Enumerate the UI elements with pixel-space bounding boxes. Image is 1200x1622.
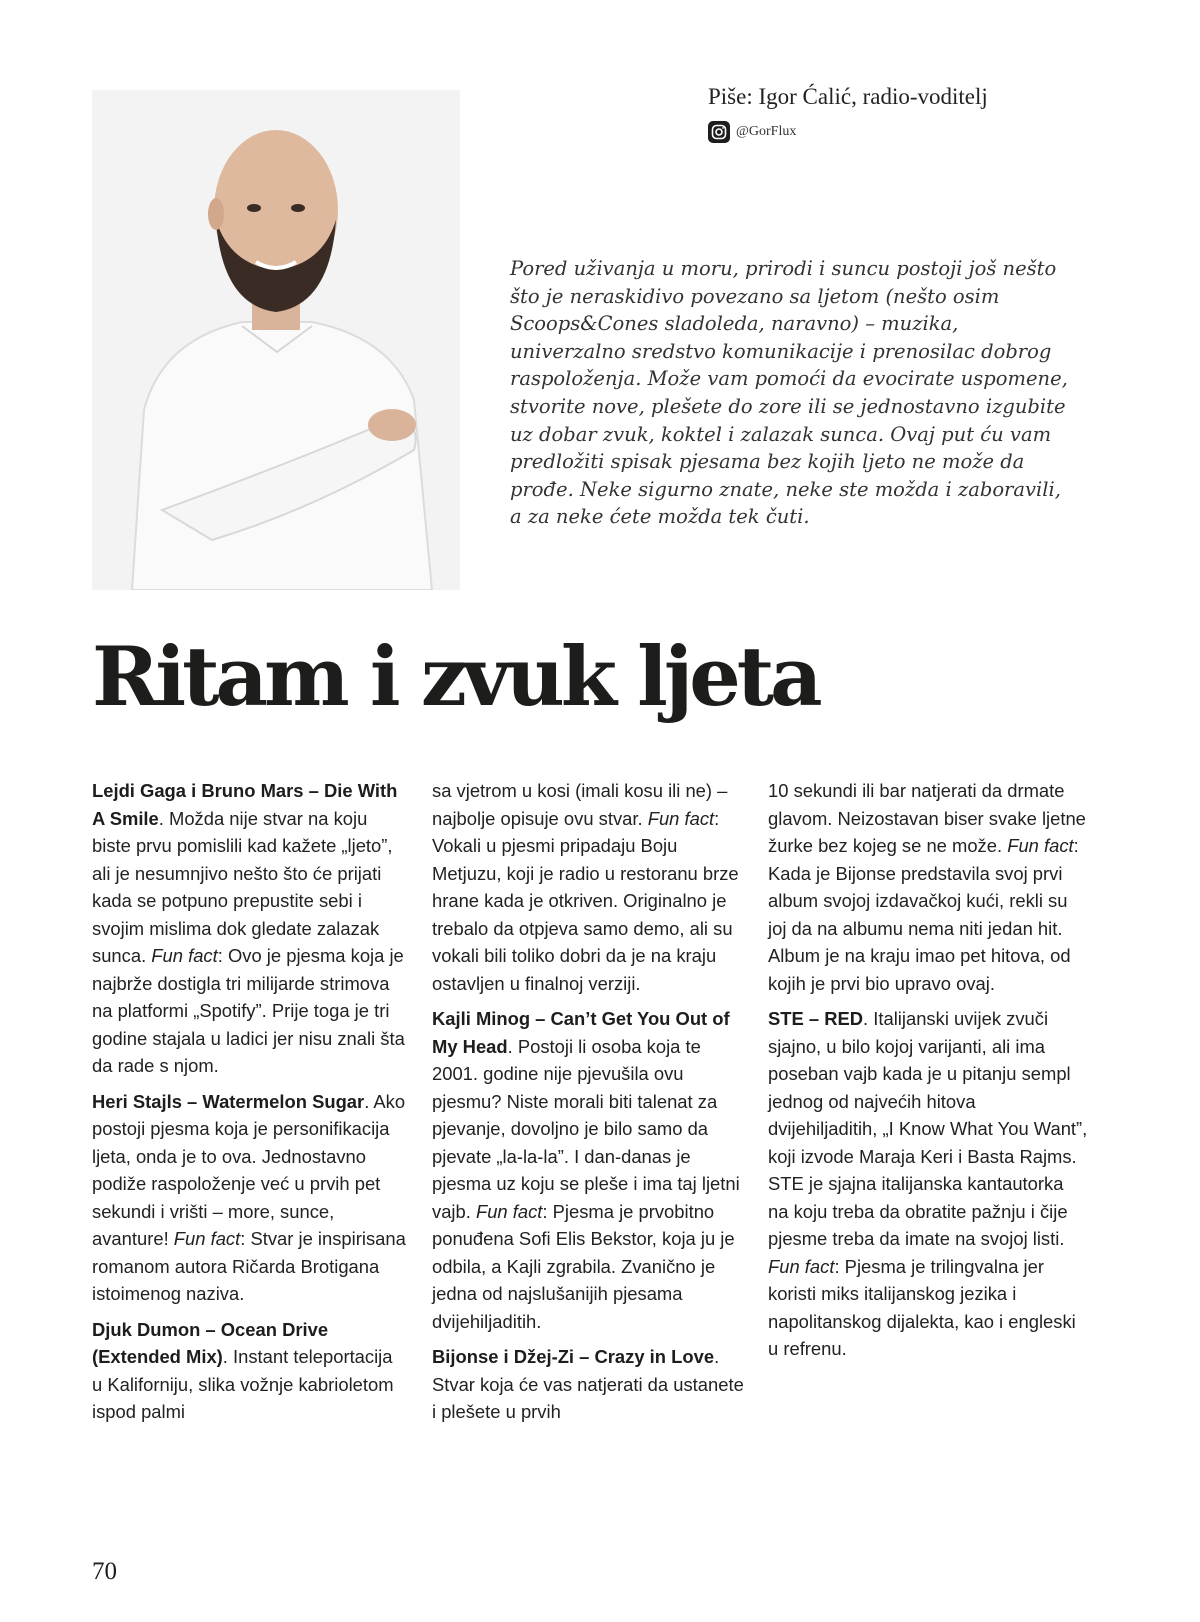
fun-fact-label: Fun fact bbox=[647, 807, 715, 829]
instagram-icon bbox=[708, 121, 730, 143]
fun-fact-label: Fun fact bbox=[173, 1228, 241, 1249]
author-byline: Piše: Igor Ćalić, radio-voditelj bbox=[708, 84, 988, 109]
fun-fact-label: Fun fact bbox=[475, 1200, 543, 1222]
song-heading: Djuk Dumon – Ocean Drive (Extended Mix) bbox=[92, 1318, 329, 1367]
social-handle-text: @GorFlux bbox=[736, 124, 797, 139]
page-number: 70 bbox=[92, 1558, 117, 1585]
song-heading: STE – RED bbox=[768, 1008, 864, 1029]
song-entry: Heri Stajls – Watermelon Sugar. Ako postoji pjesma koja je personifikacija ljeta, onda je to ova. Jednostavno podiže raspoloženje već u prvih pet sekundi i vrišti – more, sunce, avanture! Fun fact: Stvar je inspirisana romanom autora Ričarda Brotigana istoimenog naziva. bbox=[92, 1090, 406, 1304]
song-entry: Djuk Dumon – Ocean Drive (Extended Mix). Instant teleportacija u Kaliforniju, slika vožnje kabrioletom ispod palmi bbox=[92, 1318, 394, 1422]
song-entry: Bijonse i Džej-Zi – Crazy in Love. Stvar koja će vas natjerati da ustanete i plešete u prvih bbox=[432, 1346, 744, 1422]
song-entry-continued: 10 sekundi ili bar natjerati da drmate glavom. Neizostavan biser svake ljetne žurke bez kojeg se ne može. Fun fact: Kada je Bijonse predstavila svoj prvi album svojoj izdavačkoj kući, rekli su joj da na albumu nema niti jedan hit. Album je na kraju imao pet hitova, od kojih je prvi bio upravo ovaj. bbox=[768, 780, 1086, 994]
song-entry: Lejdi Gaga i Bruno Mars – Die With A Smile. Možda nije stvar na koju biste prvu pomislili kad kažete „ljeto”, ali je nesumnjivo nešto što će prijati kada se potpuno prepustite sebi i svojim mislima dok gledate zalazak sunca. Fun fact: Ovo je pjesma koja je najbrže dostigla tri milijarde strimova na platformi „Spotify”. Prije toga je tri godine stajala u ladici jer nisu znali šta da rade s njom. bbox=[92, 780, 405, 1076]
song-heading: Lejdi Gaga i Bruno Mars – Die With A Smile bbox=[92, 780, 398, 829]
song-heading: Heri Stajls – Watermelon Sugar bbox=[92, 1090, 365, 1112]
fun-fact-label: Fun fact bbox=[1007, 835, 1074, 856]
song-entry: STE – RED. Italijanski uvijek zvuči sjajno, u bilo kojoj varijanti, ali ima poseban vajb kada je u pitanju sempl jednog od najvećih hitova dvijehiljaditih, „I Know What You Want”, koji izvode Maraja Keri i Basta Rajms. STE je sjajna italijanska kantautorka na koju treba da obratite pažnju i čije pjesme treba da imate na svojoj listi. Fun fact: Pjesma je trilingvalna jer koristi miks italijanskog jezika i napolitanskog dijalekta, kao i engleski u refrenu. bbox=[768, 1008, 1088, 1359]
social-handle[interactable] bbox=[708, 120, 796, 144]
author-photo bbox=[92, 90, 460, 590]
article-title: Ritam i zvuk ljeta bbox=[92, 630, 819, 725]
fun-fact-label: Fun fact bbox=[151, 945, 218, 966]
song-entry-continued: sa vjetrom u kosi (imali kosu ili ne) – najbolje opisuje ovu stvar. Fun fact: Vokali u pjesmi pripadaju Boju Metjuzu, koji je radio u restoranu brze hrane kada je otkriven. Originalno je trebalo da otpjeva samo demo, ali su vokali bili toliko dobri da je na kraju ostavljen u finalnoj verziji. bbox=[432, 780, 739, 994]
song-heading: Kajli Minog – Can’t Get You Out of My Head bbox=[432, 1008, 730, 1057]
fun-fact-label: Fun fact bbox=[768, 1255, 835, 1277]
text-column-1 bbox=[92, 777, 407, 1434]
song-heading: Bijonse i Džej-Zi – Crazy in Love bbox=[432, 1346, 715, 1367]
song-entry: Kajli Minog – Can’t Get You Out of My Head. Postoji li osoba koja te 2001. godine nije pjevušila ovu pjesmu? Niste morali biti talenat za pjevanje, dovoljno je bilo samo da pjevate „la-la-la”. I dan-danas je pjesma uz koju se pleše i ima taj ljetni vajb. Fun fact: Pjesma je prvobitno ponuđena Sofi Elis Bekstor, koja ju je odbila, a Kajli zgrabila. Zvanično je jedna od najslušanijih pjesama dvijehiljaditih. bbox=[432, 1008, 740, 1332]
text-column-3 bbox=[768, 777, 1088, 1371]
text-column-2 bbox=[432, 777, 744, 1434]
lead-paragraph: Pored uživanja u moru, prirodi i suncu postoji još nešto što je neraskidivo povezano sa ljetom (nešto osim Scoops&Cones sladoleda, naravno) – muzika, univerzalno sredstvo komunikacije i prenosilac dobrog raspoloženja. Može vam pomoći da evocirate uspomene, stvorite nove, plešete do zore ili se jednostavno izgubite uz dobar zvuk, koktel i zalazak sunca. Ovaj put ću vam predložiti spisak pjesama bez kojih ljeto ne može da prođe. Neke sigurno znate, neke ste možda i zaboravili, a za neke ćete možda tek čuti. bbox=[510, 257, 1068, 529]
